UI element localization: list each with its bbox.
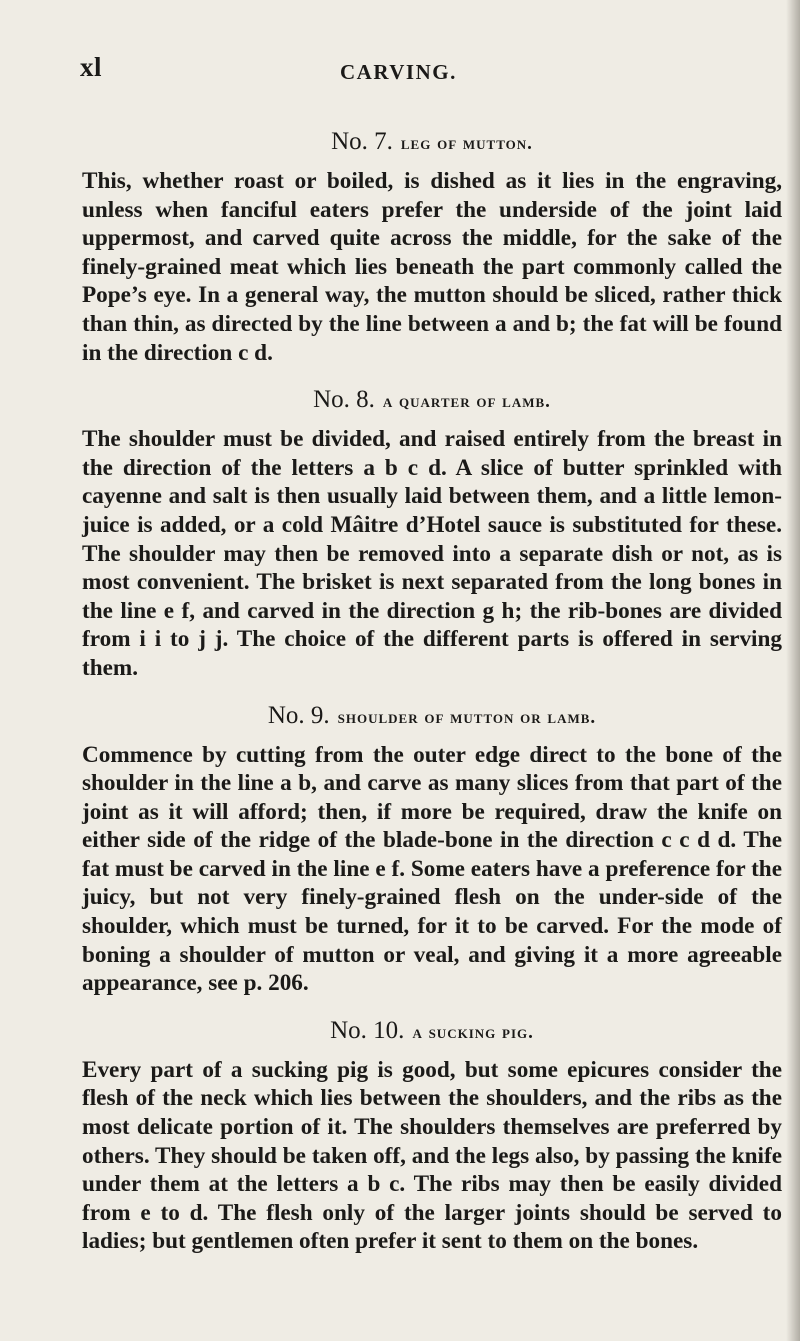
section-number: No. 9. bbox=[267, 701, 330, 729]
section-title: a sucking pig. bbox=[412, 1021, 534, 1043]
section-title: shoulder of mutton or lamb. bbox=[337, 706, 597, 728]
section-leg-of-mutton bbox=[82, 125, 782, 367]
section-text: Every part of a sucking pig is good, but some epicures consider the flesh of the neck which lies between the shoulders, and the ribs as the most delicate portion of it. The shoulders themselves are preferred by others. They should be taken off, and the legs also, by passing the knife under them at the letters a b c. The ribs may then be easily divided from e to d. The flesh only of the larger joints should be served to ladies; but gentlemen often prefer it sent to them on the bones. bbox=[82, 1056, 782, 1255]
section-quarter-of-lamb bbox=[82, 383, 782, 682]
section-number: No. 8. bbox=[313, 386, 375, 414]
section-text: The shoulder must be divided, and raised entirely from the breast in the direction of the letters a b c d. A slice of butter sprinkled with cayenne and salt is then usually laid between them, and a little lemon-juice is added, or a cold Mâitre d’Hotel sauce is substituted for these. The shoulder may then be removed into a separate dish or not, as is most convenient. The brisket is next separated from the long bones in the line e f, and carved in the direction g h; the rib-bones are divided from i i to j j. The choice of the different parts is offered in serving them. bbox=[82, 426, 782, 681]
section-number: No. 10. bbox=[330, 1016, 405, 1044]
section-title: leg of mutton. bbox=[400, 133, 533, 154]
section-heading bbox=[82, 125, 782, 161]
section-heading bbox=[82, 1014, 782, 1050]
section-heading bbox=[82, 383, 782, 419]
page-edge-shadow bbox=[786, 0, 800, 1341]
page-body bbox=[82, 125, 782, 1272]
section-shoulder-of-mutton bbox=[82, 699, 782, 998]
section-text: This, whether roast or boiled, is dished as it lies in the engraving, unless when fanciful eaters prefer the underside of the joint laid uppermost, and carved quite across the middle, for the sake of the finely-grained meat which lies beneath the part commonly called the Pope’s eye. In a general way, the mutton should be sliced, rather thick than thin, as directed by the line between a and b; the fat will be found in the direction c d. bbox=[82, 168, 782, 366]
section-number: No. 7. bbox=[331, 128, 393, 155]
section-title: a quarter of lamb. bbox=[382, 391, 551, 413]
section-text: Commence by cutting from the outer edge direct to the bone of the shoulder in the line a b, and carve as many slices from that part of the joint as it will afford; then, if more be required, draw the knife on either side of the ridge of the blade-bone in the direction c c d d. The fat must be carved in the line e f. Some eaters have a preference for the juicy, but not very finely-grained flesh on the under-side of the shoulder, which must be turned, for it to be carved. For the mode of boning a shoulder of mutton or veal, and giving it a more agreeable appearance, see p. 206. bbox=[82, 741, 782, 997]
page-number: xl bbox=[80, 52, 103, 82]
section-heading bbox=[82, 699, 782, 735]
running-head: CARVING. bbox=[340, 60, 457, 84]
section-sucking-pig bbox=[82, 1014, 782, 1256]
